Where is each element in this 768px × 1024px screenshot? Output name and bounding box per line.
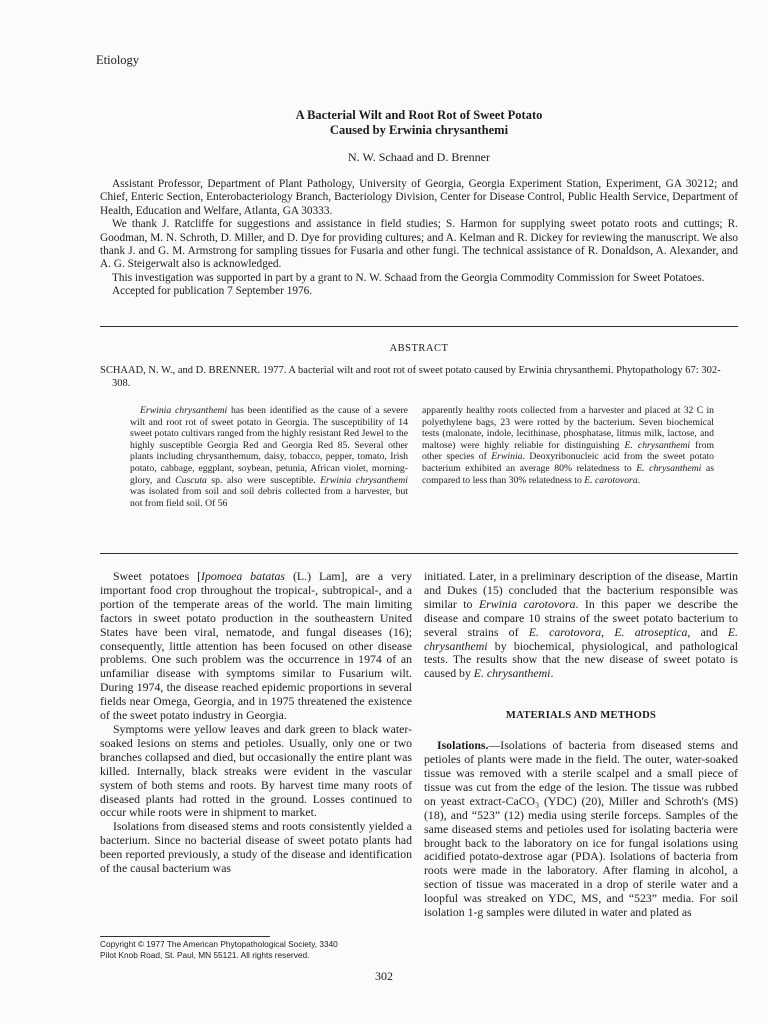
front-matter [100, 178, 738, 299]
section-tag: Etiology [96, 53, 140, 67]
title-line-1: A Bacterial Wilt and Root Rot of Sweet Potato [295, 108, 543, 122]
intro-paragraph-1: Sweet potatoes [Ipomoea batatas (L.) Lam], are a very important food crop throughout the tropical-, subtropical-, and a portion of the temperate areas of the world. The main limiting factors in sweet potato production in the southeastern United States have been viral, nematode, and fungal diseases (16); consequently, little attention has been focused on other disease problems. One such problem was the occurrence in 1974 of an unfamiliar disease with symptoms similar to Fusarium wilt. During 1974, the disease reached epidemic proportions in several fields near Omega, Georgia, and in 1975 threatened the existence of the sweet potato industry in Georgia. [100, 569, 413, 723]
title-line-2: Caused by Erwinia chrysanthemi [329, 123, 509, 137]
isolations-paragraph: Isolations.—Isolations of bacteria from diseased stems and petioles of plants were made in the field. The outer, water-soaked tissue was removed with a sterile scalpel and a small piece of tissue was cut from the edge of the lesion. The tissue was rubbed on yeast extract-CaCO₃ (YDC) (20), Miller and Schroth's (MS) (18), and “523” (12) media using sterile forceps. Samples of the same diseased stems and petioles used for isolating bacteria were brought back to the laboratory on ice for fungal isolations using acidified potato-dextrose agar (PDA). Isolations of bacteria from roots were made in the laboratory. After flaming in alcohol, a section of tissue was macerated in a drop of sterile water and a loopful was streaked on YDC, MS, and “523” media. For soil isolation 1-g samples were diluted in water and plated as [424, 738, 738, 920]
methods-heading: MATERIALS AND METHODS [505, 710, 657, 722]
abstract-citation: SCHAAD, N. W., and D. BRENNER. 1977. A bacterial wilt and root rot of sweet potato caused by Erwinia chrysanthemi. Phytopathology 67: 302-308. [100, 365, 721, 389]
intro-paragraph-2: Symptoms were yellow leaves and dark green to black water-soaked lesions on stems and petioles. Usually, only one or two branches collapsed and died, but occasionally the entire plant was killed. Internally, black streaks were evident in the vascular system of both stems and roots. By harvest time many roots of diseased plants had rotted in the ground. Losses continued to occur while roots were in shipment to market. [100, 721, 412, 820]
footnote-rule [100, 936, 270, 937]
divider-abstract [100, 553, 738, 554]
abstract-paragraph-2: apparently healthy roots collected from a harvester and placed at 32 C in polyethylene bags, 23 were rotted by the bacterium. Seven biochemical tests (malonate, indole, lecithinase, phosphatase, litmus milk, lactose, and maltose) were highly reliable for distinguishing E. chrysanthemi from other species of Erwinia. Deoxyribonucleic acid from the sweet potato bacterium exhibited an average 80% relatedness to E. chrysanthemi as compared to less than 30% relatedness to E. carotovora. [422, 405, 714, 486]
funding-note: This investigation was supported in part by a grant to N. W. Schaad from the Georgia Commodity Commission for Sweet Potatoes. [112, 271, 705, 284]
article-title [100, 108, 738, 138]
affiliation: Assistant Professor, Department of Plant Pathology, University of Georgia, Georgia Experiment Station, Experiment, GA 30212; and Chief, Enteric Section, Enterobacteriology Branch, Bacteriology Division, Center for Disease Control, Public Health Service, Department of Health, Education and Welfare, Atlanta, GA 30333. [100, 178, 738, 217]
abstract-heading: ABSTRACT [389, 343, 449, 354]
accepted-date: Accepted for publication 7 September 1976. [112, 285, 313, 298]
authors: N. W. Schaad and D. Brenner [348, 150, 490, 164]
intro-paragraph-3: Isolations from diseased stems and roots consistently yielded a bacterium. Since no bacterial disease of sweet potato plants had been reported previously, a study of the disease and identification of the causal bacterium was [100, 819, 412, 876]
abstract-paragraph-1: Erwinia chrysanthemi has been identified as the cause of a severe wilt and root rot of sweet potato in Georgia. The susceptibility of 14 sweet potato cultivars ranged from the highly resistant Red Jewel to the highly susceptible Georgia Red and Georgia Red 85. Several other plants including chrysanthemum, daisy, tobacco, pepper, tomato, Irish potato, cabbage, eggplant, soybean, petunia, African violet, morning-glory, and Cuscuta sp. also were susceptible. Erwinia chrysanthemi was isolated from soil and soil debris collected from a harvester, but not from field soil. Of 56 [130, 405, 408, 509]
divider-top [100, 326, 738, 327]
copyright-line-2: Pilot Knob Road, St. Paul, MN 55121. All rights reserved. [100, 949, 310, 960]
copyright-line-1: Copyright © 1977 The American Phytopathological Society, 3340 [100, 939, 338, 949]
copyright-notice [100, 939, 412, 960]
body-left-column [100, 570, 412, 876]
acknowledgments: We thank J. Ratcliffe for suggestions and assistance in field studies; S. Harmon for supplying sweet potato roots and cuttings; R. Goodman, M. N. Schroth, D. Miller, and D. Dye for providing cultures; and A. Kelman and R. Dickey for reviewing the manuscript. We also thank J. and G. M. Armstrong for sampling tissues for Fusaria and other fungi. The technical assistance of R. Donaldson, A. Alexander, and A. G. Steigerwalt also is acknowledged. [100, 218, 738, 271]
page-number: 302 [375, 969, 393, 983]
abstract-left-column [130, 405, 408, 509]
abstract-right-column [422, 405, 714, 486]
intro-paragraph-4: initiated. Later, in a preliminary description of the disease, Martin and Dukes (15) concluded that the bacterium responsible was similar to Erwinia carotovora. In this paper we describe the disease and compare 10 strains of the sweet potato bacterium to several strains of E. carotovora, E. atroseptica, and E. chrysanthemi by biochemical, physiological, and pathological tests. The results show that the new disease of sweet potato is caused by E. chrysanthemi. [424, 569, 738, 681]
body-right-column [424, 570, 738, 920]
